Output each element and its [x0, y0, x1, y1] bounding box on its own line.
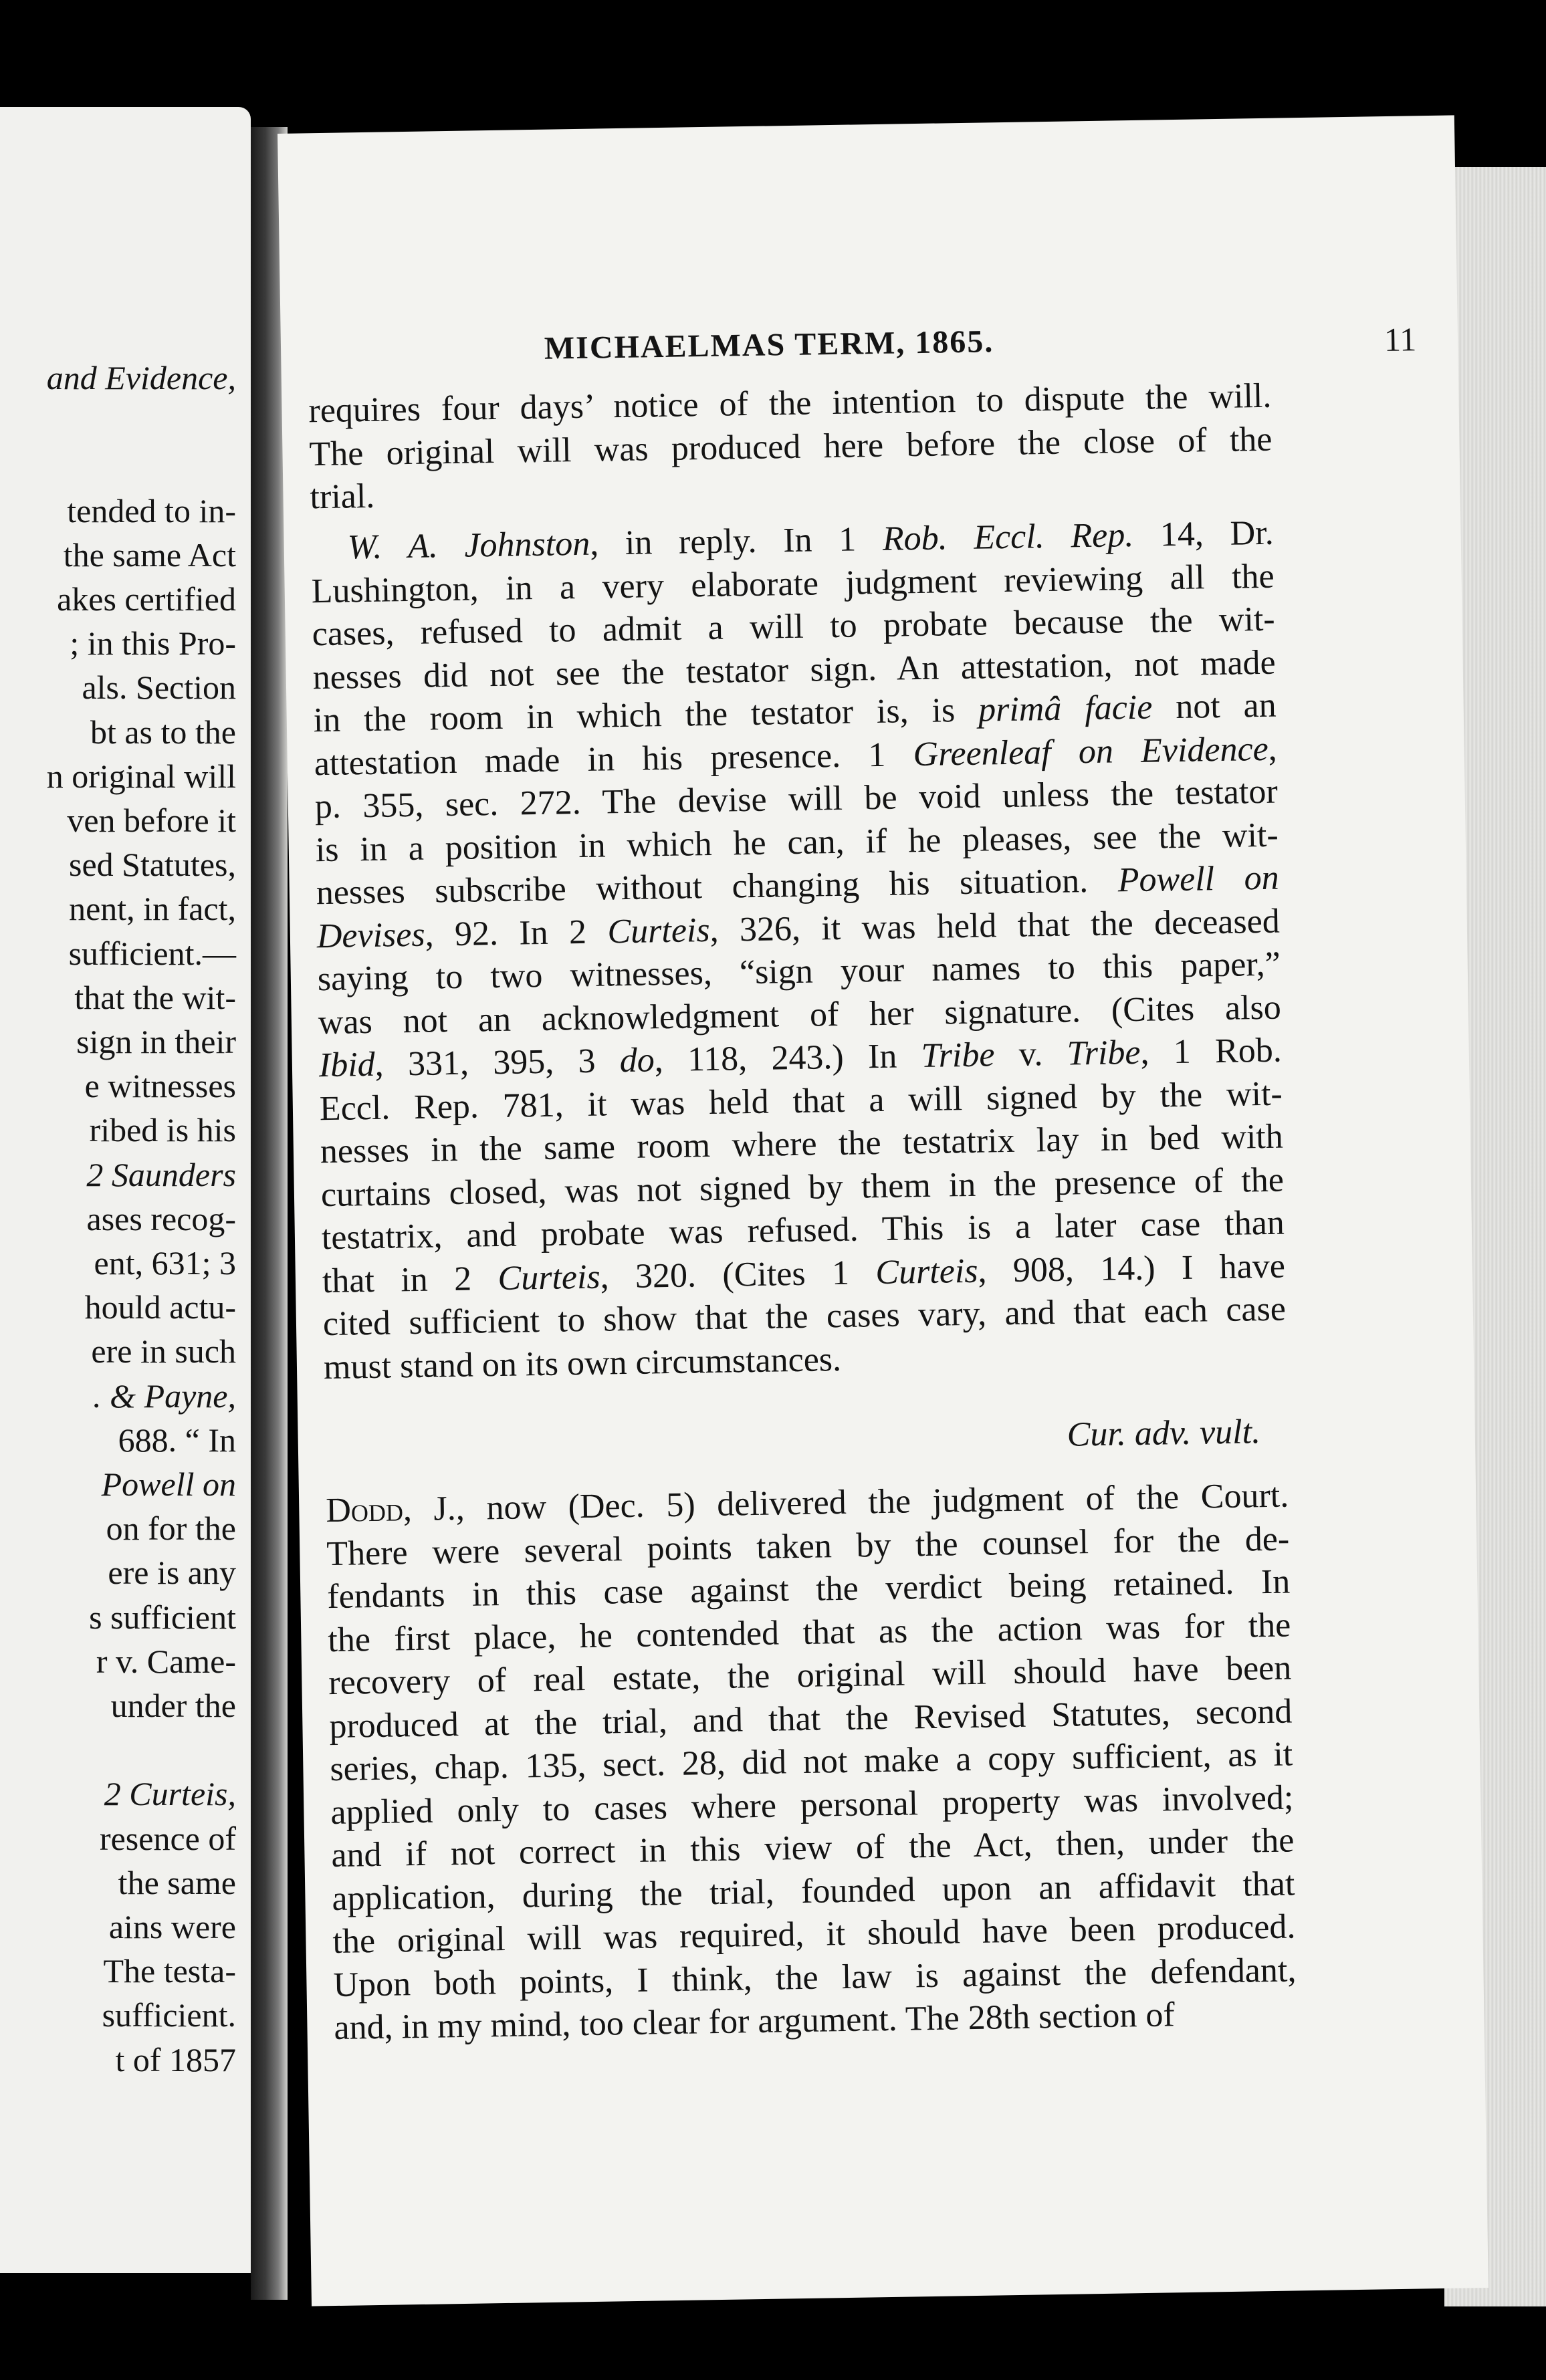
previous-page-line: ere is any [108, 1554, 236, 1592]
previous-page-line: t of 1857 [115, 2040, 236, 2078]
text-line: fendants in this case against the verdict being retained. In [326, 1562, 1291, 1617]
text-line: W. A. Johnston, in reply. In 1 Rob. Eccl. Rep. 14, Dr. [347, 513, 1275, 567]
previous-page-line: sufficient.— [68, 934, 236, 972]
text-line: attestation made in his presence. 1 Greenleaf on Evidence, [314, 729, 1278, 783]
cur-adv-vult: Cur. adv. vult. [1067, 1413, 1261, 1454]
previous-page-line: ases recog- [86, 1199, 236, 1237]
text-line: requires four days’ notice of the intention to dispute the will. [308, 376, 1272, 431]
previous-page-line: nent, in fact, [69, 890, 236, 928]
judgment-text: , J., now (Dec. 5) delivered the judgment of the Court. [403, 1476, 1289, 1529]
previous-page-line: 688. “ In [118, 1421, 236, 1459]
previous-page-line: the same Act [63, 536, 236, 574]
previous-page-line: n original will [46, 757, 236, 795]
previous-page-line: ; in this Pro- [70, 624, 236, 663]
running-head: MICHAELMAS TERM, 1865. [544, 324, 994, 366]
previous-page-line: hould actu- [84, 1288, 236, 1326]
previous-page-line: bt as to the [90, 713, 236, 751]
previous-page-line: sign in their [76, 1023, 236, 1060]
previous-page-line: ent, 631; 3 [94, 1244, 236, 1282]
previous-page-line: e witnesses [84, 1067, 236, 1105]
previous-page-line: ribed is his [89, 1111, 236, 1149]
previous-page-line: that the wit- [74, 978, 236, 1016]
text-line: in the room in which the testator is, is primâ facie not an [313, 686, 1277, 740]
text-line: There were several points taken by the counsel for the de- [326, 1519, 1290, 1573]
previous-page-line: als. Section [82, 669, 236, 707]
text-line: cases, refused to admit a will to probate because the wit- [312, 600, 1276, 654]
previous-page-line: the same [118, 1863, 236, 1901]
text-line: recovery of real estate, the original will should have been [328, 1649, 1292, 1703]
text-line: application, during the trial, founded upon an affidavit that [332, 1864, 1295, 1918]
text-line: must stand on its own circumstances. [323, 1340, 842, 1387]
previous-page-line: resence of [99, 1819, 236, 1857]
text-line: the first place, he contended that as the action was for the [327, 1605, 1291, 1659]
text-line: trial. [310, 477, 375, 517]
previous-page-line: akes certified [57, 580, 236, 618]
previous-page-line: on for the [106, 1510, 236, 1548]
previous-page-line: under the [110, 1687, 236, 1724]
text-line: curtains closed, was not signed by them in the presence of the [320, 1161, 1285, 1214]
text-line: and if not correct in this view of the Act, then, under the [331, 1821, 1295, 1875]
text-line: Upon both points, I think, the law is against the defendant, [333, 1950, 1297, 2004]
text-line: The original will was produced here before the close of the [309, 420, 1273, 473]
text-line: cited sufficient to show that the cases vary, and that each case [322, 1290, 1287, 1344]
text-line: testatrix, and probate was refused. This is a later case than [321, 1203, 1285, 1258]
previous-page-fragment [0, 107, 251, 2273]
current-page [278, 115, 1488, 2306]
text-line: p. 355, sec. 272. The devise will be void unless the testator [314, 772, 1279, 826]
previous-page-line: sufficient. [102, 1996, 236, 2034]
text-line: nesses subscribe without changing his situation. Powell on [316, 858, 1280, 913]
judge-name: Dodd [325, 1490, 404, 1530]
text-line: nesses did not see the testator sign. An attestation, not made [312, 643, 1277, 697]
previous-page-line: r v. Came- [96, 1642, 236, 1680]
previous-page-line: 2 Saunders [86, 1155, 236, 1193]
previous-page-line: Powell on [101, 1465, 236, 1503]
text-line: produced at the trial, and that the Revised Statutes, second [328, 1691, 1293, 1746]
previous-page-line: tended to in- [67, 491, 236, 529]
text-line: Lushington, in a very elaborate judgment reviewing all the [311, 557, 1275, 610]
previous-page-line: sed Statutes, [69, 846, 236, 884]
text-line: Devises, 92. In 2 Curteis, 326, it was held that the deceased [316, 902, 1281, 955]
text-line: Ibid, 331, 395, 3 do, 118, 243.) In Tribe v. Tribe, 1 Rob. [318, 1031, 1283, 1085]
previous-page-line: ere in such [91, 1332, 236, 1371]
previous-page-line: ains were [108, 1908, 236, 1945]
previous-page-line: ven before it [67, 802, 236, 839]
text-line: is in a position in which he can, if he pleases, see the wit- [315, 816, 1279, 869]
previous-page-line: The testa- [103, 1952, 236, 1990]
text-line: was not an acknowledgment of her signature. (Cites also [318, 988, 1282, 1042]
page-number: 11 [1384, 320, 1417, 359]
text-line: and, in my mind, too clear for argument. The 28th section of [334, 1996, 1176, 2048]
previous-page-line: . & Payne, [93, 1377, 236, 1415]
text-line: that in 2 Curteis, 320. (Cites 1 Curteis, 908, 14.) I have [322, 1247, 1286, 1300]
text-line: Eccl. Rep. 781, it was held that a will signed by the wit- [319, 1074, 1283, 1128]
text-line: applied only to cases where personal property was involved; [330, 1778, 1294, 1832]
text-line: nesses in the same room where the testatrix lay in bed with [320, 1117, 1284, 1171]
previous-page-line: and Evidence, [46, 359, 236, 396]
text-line: the original will was required, it should have been produced. [332, 1907, 1296, 1961]
previous-page-line: s sufficient [89, 1598, 236, 1636]
previous-page-line: 2 Curteis, [104, 1775, 236, 1813]
text-line: series, chap. 135, sect. 28, did not make a copy sufficient, as it [329, 1735, 1293, 1789]
text-line: saying to two witnesses, “sign your names to this paper,” [317, 945, 1281, 999]
